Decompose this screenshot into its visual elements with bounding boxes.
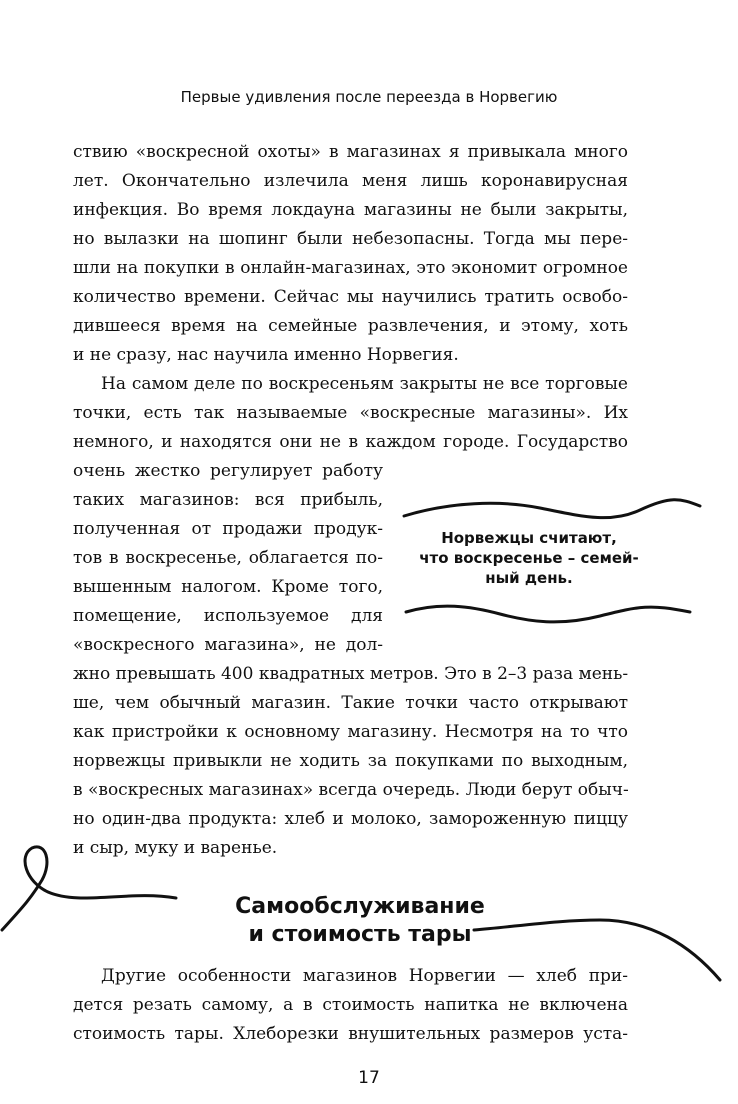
body-text-line: и сыр, муку и варенье. (73, 838, 278, 858)
body-text-line: полученная от продажи продук- (73, 519, 383, 539)
body-text-line: немного, и находятся они не в каждом городе. Государство (73, 432, 628, 452)
body-text-line: точки, есть так называемые «воскресные магазины». Их (73, 403, 628, 423)
pull-quote (398, 528, 660, 588)
body-text-line: «воскресного магазина», не дол- (73, 635, 383, 655)
subheading-left-swirl (2, 847, 176, 930)
body-text-line: количество времени. Сейчас мы научились тратить освобо- (73, 287, 628, 307)
pull-quote-bottom-wave (406, 606, 690, 622)
pull-quote-top-wave (404, 500, 700, 518)
body-text-line: норвежцы привыкли не ходить за покупками по выходным, (73, 751, 628, 771)
body-text-line: ствию «воскресной охоты» в магазинах я привыкала много (73, 142, 628, 162)
body-text-line: и не сразу, нас научила именно Норвегия. (73, 345, 459, 365)
running-header: Первые удивления после переезда в Норвегию (180, 88, 558, 106)
section-subheading (180, 893, 540, 949)
body-text-line: инфекция. Во время локдауна магазины не были закрыты, (73, 200, 628, 220)
body-text-line: дившееся время на семейные развлечения, и этому, хоть (73, 316, 628, 336)
body-text-line: как пристройки к основному магазину. Несмотря на то что (73, 722, 628, 742)
body-text-line: вышенным налогом. Кроме того, (73, 577, 383, 597)
pull-quote-line: что воскресенье – семей- (419, 549, 639, 567)
body-text-line: в «воскресных магазинах» всегда очередь. Люди берут обыч- (73, 780, 629, 800)
body-text-line: дется резать самому, а в стоимость напитка не включена (73, 995, 628, 1015)
body-text-line: очень жестко регулирует работу (73, 461, 383, 481)
body-text-line: стоимость тары. Хлеборезки внушительных размеров уста- (73, 1024, 628, 1044)
body-text-line: жно превышать 400 квадратных метров. Это в 2–3 раза мень- (73, 664, 629, 684)
pull-quote-line: Норвежцы считают, (441, 529, 617, 547)
body-text-line: таких магазинов: вся прибыль, (73, 490, 383, 510)
body-text-line: На самом деле по воскресеньям закрыты не все торговые (101, 374, 628, 394)
page-number: 17 (358, 1068, 380, 1088)
body-text-line: ше, чем обычный магазин. Такие точки часто открывают (73, 693, 628, 713)
body-text-line: лет. Окончательно излечила меня лишь коронавирусная (73, 171, 628, 191)
subheading-line: Самообслуживание (235, 894, 485, 919)
body-text-line: шли на покупки в онлайн-магазинах, это экономит огромное (73, 258, 628, 278)
body-text-line: Другие особенности магазинов Норвегии — хлеб при- (101, 966, 628, 986)
subheading-line: и стоимость тары (248, 922, 472, 947)
body-text-line: тов в воскресенье, облагается по- (73, 548, 383, 568)
body-text-line: но один-два продукта: хлеб и молоко, замороженную пиццу (73, 809, 628, 829)
pull-quote-line: ный день. (485, 569, 573, 587)
body-text-line: но вылазки на шопинг были небезопасны. Тогда мы пере- (73, 229, 628, 249)
body-text-line: помещение, используемое для (73, 606, 383, 626)
